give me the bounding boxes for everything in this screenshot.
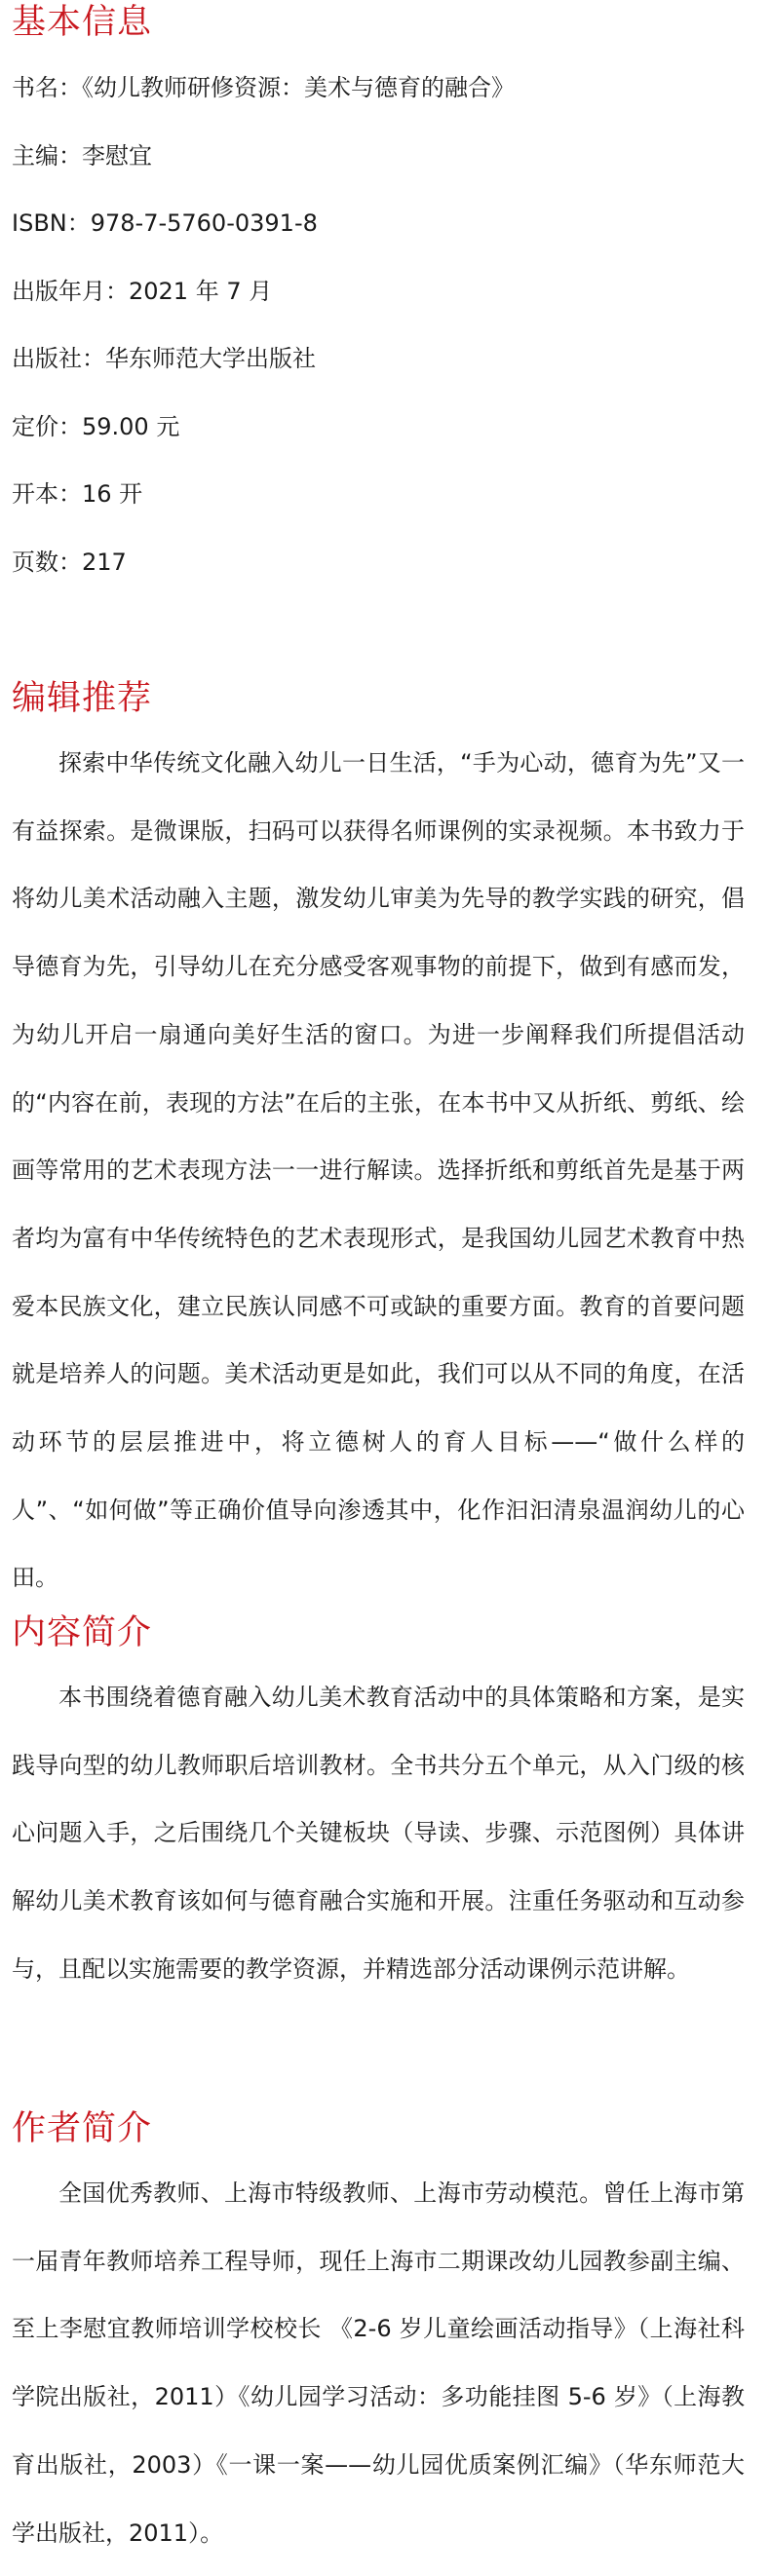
author-intro-section (12, 2104, 745, 2567)
editor-recommendation-heading: 编辑推荐 (12, 679, 153, 718)
basic-info-heading: 基本信息 (12, 3, 153, 42)
info-isbn: ISBN：978-7-5760-0391-8 (12, 209, 318, 237)
editor-recommendation-text: 探索中华传统文化融入幼儿一日生活，“手为心动，德育为先”又一有益探索。是微课版，扫码可以获得名师课例的实录视频。本书致力于将幼儿美术活动融入主题，激发幼儿审美为先导的教学实践的研究，倡导德育为先，引导幼儿在充分感受客观事物的前提下，做到有感而发，为幼儿开启一扇通向美好生活的窗口。为进一步阐释我们所提倡活动的“内容在前，表现的方法”在后的主张，在本书中又从折纸、剪纸、绘画等常用的艺术表现方法一一进行解读。选择折纸和剪纸首先是基于两者均为富有中华传统特色的艺术表现形式，是我国幼儿园艺术教育中热爱本民族文化，建立民族认同感不可或缺的重要方面。教育的首要问题就是培养人的问题。美术活动更是如此，我们可以从不同的角度，在活动环节的层层推进中，将立德树人的育人目标——“做什么样的人”、“如何做”等正确价值导向渗透其中，化作汩汩清泉温润幼儿的心田。 (12, 749, 745, 1592)
info-format: 开本：16 开 (12, 480, 143, 508)
info-price: 定价：59.00 元 (12, 412, 180, 440)
author-intro-text: 全国优秀教师、上海市特级教师、上海市劳动模范。曾任上海市第一届青年教师培养工程导师，现任上海市二期课改幼儿园教参副主编、至上李慰宜教师培训学校校长 《2-6 岁儿童绘画活动指导》（上海社科学院出版社，2011）《幼儿园学习活动：多功能挂图 5-6 岁》（上海教育出版社，2003）《一课一案——幼儿园优质案例汇编》（华东师范大学出版社，2011）。 (12, 2179, 745, 2547)
info-editor: 主编：李慰宜 (12, 141, 152, 170)
content-intro-section (12, 1609, 745, 2004)
author-intro-heading: 作者简介 (12, 2109, 153, 2148)
content-intro-text: 本书围绕着德育融入幼儿美术教育活动中的具体策略和方案，是实践导向型的幼儿教师职后培训教材。全书共分五个单元，从入门级的核心问题入手，之后围绕几个关键板块（导读、步骤、示范图例）具体讲解幼儿美术教育该如何与德育融合实施和开展。注重任务驱动和互动参与，且配以实施需要的教学资源，并精选部分活动课例示范讲解。 (12, 1684, 745, 1983)
info-pages: 页数：217 (12, 548, 127, 576)
info-publisher: 出版社：华东师范大学出版社 (12, 345, 316, 372)
basic-info-list (12, 55, 515, 596)
info-publish-date: 出版年月：2021 年 7 月 (12, 277, 273, 305)
content-intro-heading: 内容简介 (12, 1613, 153, 1652)
info-title: 书名：《幼儿教师研修资源：美术与德育的融合》 (12, 74, 515, 101)
editor-recommendation-section (12, 674, 745, 1612)
